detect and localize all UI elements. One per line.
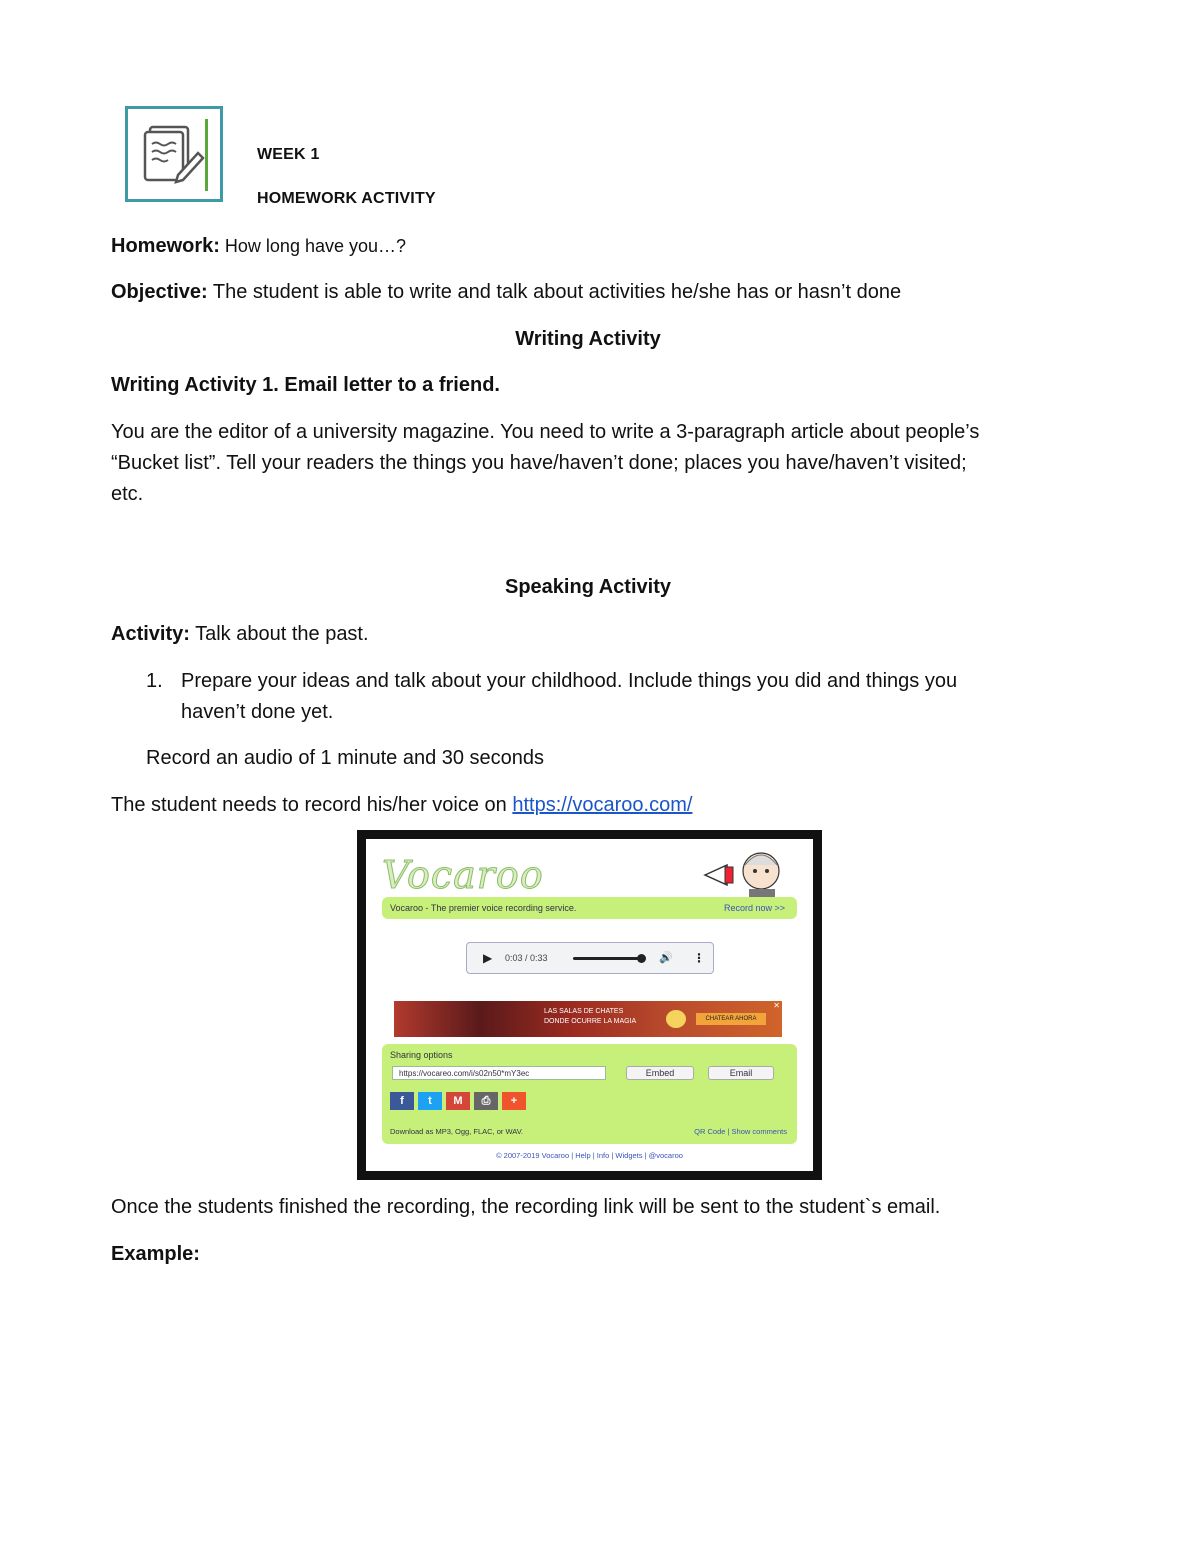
accent-line — [205, 119, 208, 191]
writing-body-line: “Bucket list”. Tell your readers the things you have/haven’t done; places you have/haven’t visited; — [111, 452, 967, 474]
share-icons — [390, 1092, 526, 1112]
record-note: Record an audio of 1 minute and 30 seconds — [146, 747, 545, 769]
player-time: 0:03 / 0:33 — [505, 953, 548, 963]
example-label: Example: — [111, 1243, 200, 1265]
list-item-line: Prepare your ideas and talk about your childhood. Include things you did and things you — [181, 670, 958, 692]
closing-text: Once the students finished the recording, the recording link will be sent to the student`s email. — [111, 1196, 941, 1218]
gmail-icon[interactable]: M — [446, 1092, 470, 1110]
sharing-title: Sharing options — [390, 1050, 453, 1060]
qr-comments-links[interactable]: QR Code | Show comments — [694, 1127, 787, 1136]
writing-body-line: You are the editor of a university magazine. You need to write a 3-paragraph article about people’s — [111, 421, 980, 443]
email-button[interactable]: Email — [708, 1066, 774, 1080]
writing-subheading: Writing Activity 1. Email letter to a friend. — [111, 374, 500, 396]
twitter-icon[interactable]: t — [418, 1092, 442, 1110]
vocaroo-footer[interactable]: © 2007-2019 Vocaroo | Help | Info | Widgets | @vocaroo — [496, 1151, 683, 1160]
speaking-heading: Speaking Activity — [505, 576, 671, 598]
activity-text: Talk about the past. — [189, 623, 369, 645]
list-number: 1. — [146, 670, 163, 692]
print-icon[interactable]: ⎙ — [474, 1092, 498, 1110]
ad-logo — [666, 1010, 686, 1028]
vocaroo-link[interactable]: https://vocaroo.com/ — [512, 794, 693, 816]
objective-line — [111, 279, 901, 305]
speaking-activity-line — [111, 621, 369, 647]
list-item-line: haven’t done yet. — [181, 701, 334, 723]
objective-label: Objective: — [111, 281, 208, 303]
audio-player[interactable] — [466, 942, 714, 974]
embed-button[interactable]: Embed — [626, 1066, 694, 1080]
objective-text: The student is able to write and talk about activities he/she has or hasn’t done — [207, 281, 902, 303]
voice-prefix: The student needs to record his/her voice on — [111, 794, 513, 816]
writing-body-line: etc. — [111, 483, 144, 505]
plus-share-icon[interactable]: + — [502, 1092, 526, 1110]
vocaroo-logo: Vocaroo — [382, 853, 544, 897]
week-label: WEEK 1 — [257, 146, 320, 163]
homework-label: Homework: — [111, 235, 220, 257]
progress-track[interactable] — [573, 957, 639, 960]
more-options-icon[interactable]: ⋮ — [693, 951, 705, 965]
activity-label: Activity: — [111, 623, 190, 645]
record-now-link[interactable]: Record now >> — [723, 903, 785, 913]
volume-icon[interactable]: 🔊 — [659, 952, 673, 964]
ad-close-icon[interactable]: ✕ — [773, 1001, 780, 1010]
progress-knob[interactable] — [637, 954, 646, 963]
vocaroo-tagline-bar — [382, 897, 797, 919]
play-icon[interactable]: ▶ — [483, 951, 493, 965]
homework-activity-label: HOMEWORK ACTIVITY — [257, 190, 436, 207]
facebook-icon[interactable]: f — [390, 1092, 414, 1110]
vocaroo-screenshot — [357, 830, 822, 1180]
download-formats[interactable]: Download as MP3, Ogg, FLAC, or WAV. — [390, 1127, 524, 1136]
notepad-icon — [125, 106, 223, 202]
vocaroo-tagline: Vocaroo - The premier voice recording service. — [390, 903, 577, 913]
sharing-options-panel — [382, 1044, 797, 1144]
ad-button[interactable]: CHATEAR AHORA — [696, 1013, 766, 1025]
megaphone-mascot-icon — [699, 845, 799, 903]
homework-text: How long have you…? — [219, 236, 407, 256]
voice-line — [111, 792, 692, 818]
ad-text: LAS SALAS DE CHATES DONDE OCURRE LA MAGIA — [544, 1008, 637, 1025]
homework-line — [111, 233, 406, 259]
share-url-field[interactable]: https://vocareo.com/i/s02n50*mY3ec — [392, 1066, 606, 1080]
advertisement-banner[interactable] — [394, 1001, 782, 1037]
writing-heading: Writing Activity — [515, 328, 661, 350]
